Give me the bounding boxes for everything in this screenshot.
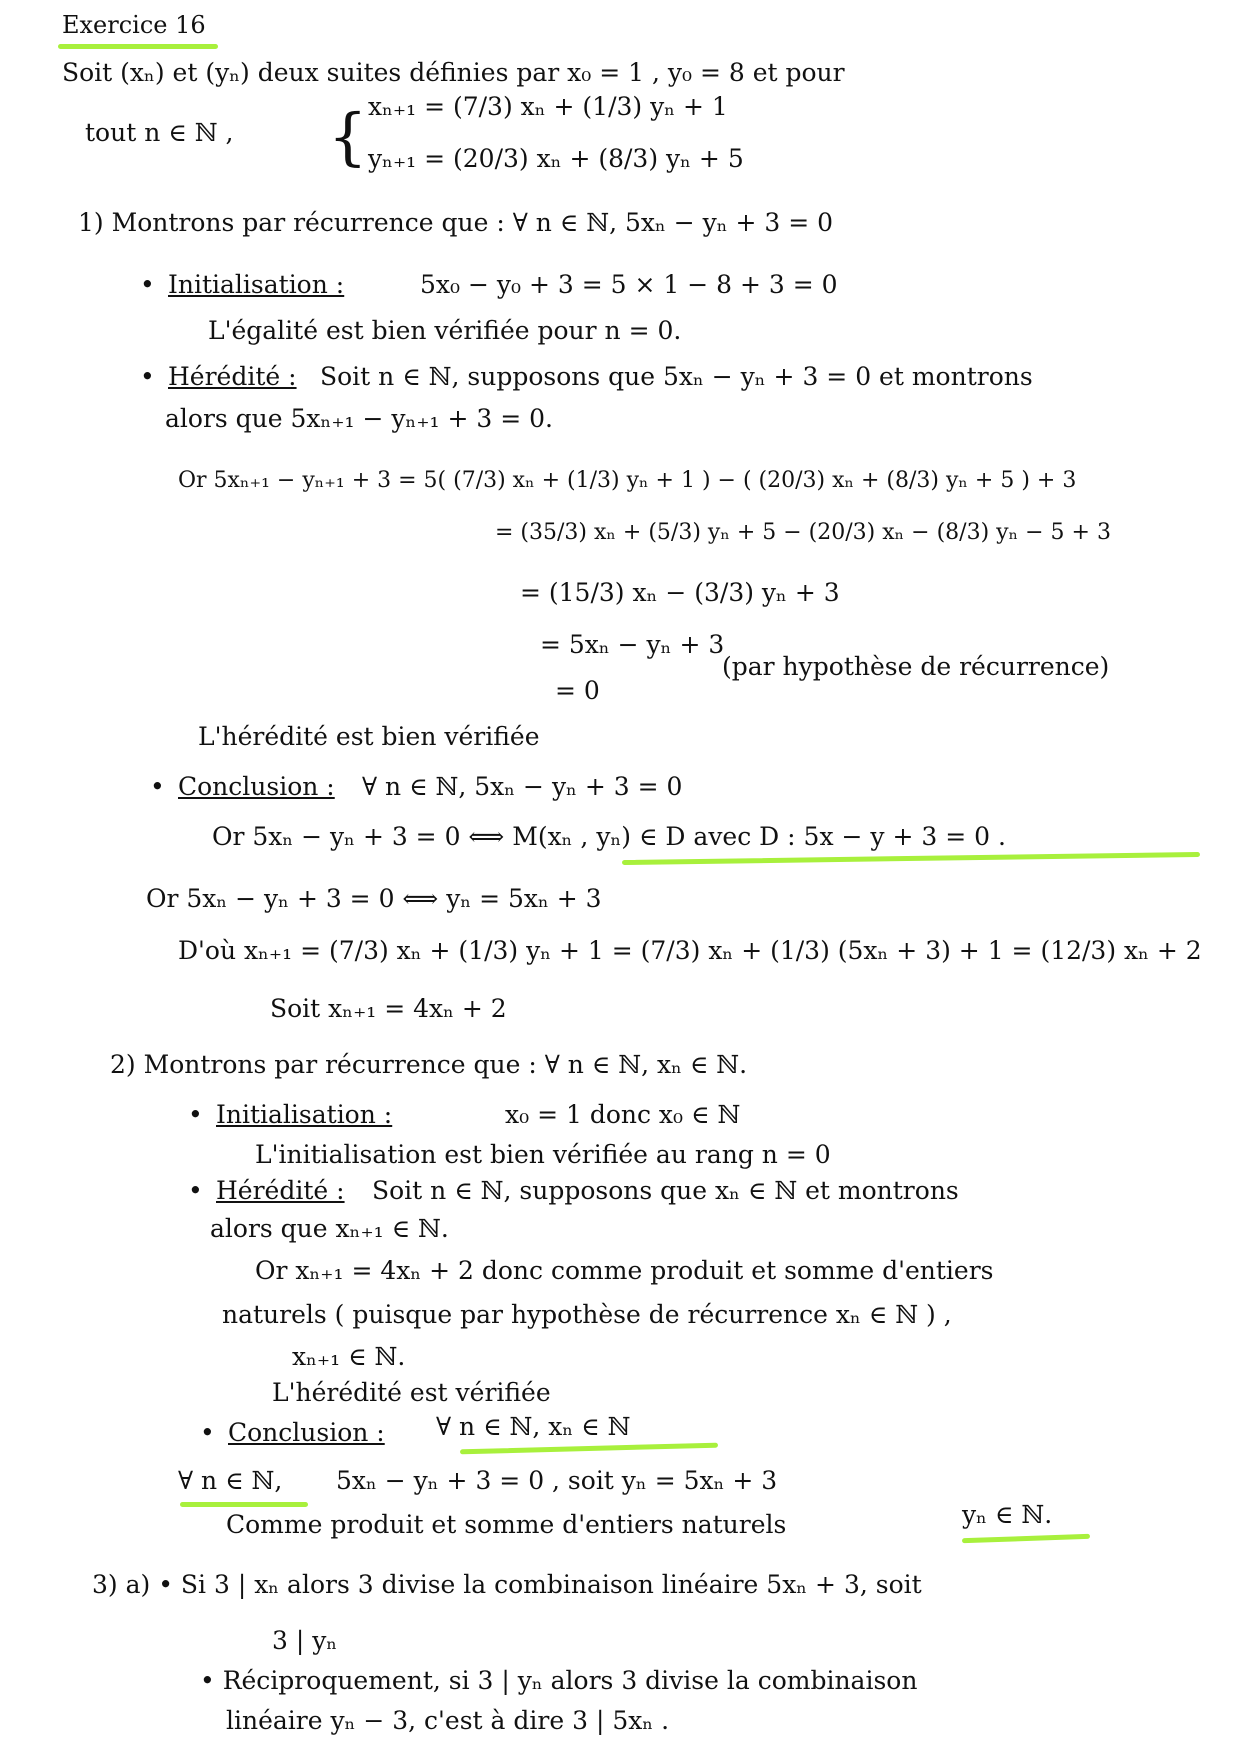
q3-line-3: • Réciproquement, si 3 | yₙ alors 3 divise la combinaison <box>200 1666 918 1695</box>
q2-init-label: Initialisation : <box>216 1100 393 1129</box>
q2-conclusion-highlight <box>460 1443 718 1455</box>
q2-concl-bullet: • <box>200 1418 215 1447</box>
q1-init-equation: 5x₀ − y₀ + 3 = 5 × 1 − 8 + 3 = 0 <box>420 270 838 299</box>
q2-hered-check: L'hérédité est vérifiée <box>272 1378 551 1407</box>
q1-statement: 1) Montrons par récurrence que : ∀ n ∈ ℕ, 5xₙ − yₙ + 3 = 0 <box>78 208 834 237</box>
q1-calc-1: Or 5xₙ₊₁ − yₙ₊₁ + 3 = 5( (7/3) xₙ + (1/3) yₙ + 1 ) − ( (20/3) xₙ + (8/3) yₙ + 5 ) + 3 <box>178 468 1077 493</box>
q1-init-label: Initialisation : <box>168 270 345 299</box>
q1-concl-text: ∀ n ∈ ℕ, 5xₙ − yₙ + 3 = 0 <box>362 772 683 801</box>
system-brace: { <box>328 100 368 173</box>
q1-hered-check: L'hérédité est bien vérifiée <box>198 722 540 751</box>
q1-concl-label: Conclusion : <box>178 772 335 801</box>
q1-hered-bullet: • <box>140 362 155 391</box>
q1-calc-4: = 5xₙ − yₙ + 3 <box>540 630 725 659</box>
equivalence-highlight <box>622 852 1200 865</box>
q2-hered-text: Soit n ∈ ℕ, supposons que xₙ ∈ ℕ et montrons <box>372 1176 959 1205</box>
intro-line-1: Soit (xₙ) et (yₙ) deux suites définies par x₀ = 1 , y₀ = 8 et pour <box>62 58 845 87</box>
q2-hered-text-2: alors que xₙ₊₁ ∈ ℕ. <box>210 1214 449 1243</box>
q1-init-check: L'égalité est bien vérifiée pour n = 0. <box>208 316 682 345</box>
q1-soit: Soit xₙ₊₁ = 4xₙ + 2 <box>270 994 507 1023</box>
q2-hered-label: Hérédité : <box>216 1176 345 1205</box>
q2-or-line: Or xₙ₊₁ = 4xₙ + 2 donc comme produit et somme d'entiers <box>255 1256 994 1285</box>
yn-highlight <box>962 1534 1090 1543</box>
q2-concl-label: Conclusion : <box>228 1418 385 1447</box>
q1-dou: D'où xₙ₊₁ = (7/3) xₙ + (1/3) yₙ + 1 = (7/3) xₙ + (1/3) (5xₙ + 3) + 1 = (12/3) xₙ + 2 <box>178 936 1202 965</box>
q2-naturels: naturels ( puisque par hypothèse de récurrence xₙ ∈ ℕ ) , <box>222 1300 952 1329</box>
title-highlight <box>58 44 218 49</box>
q1-concl-bullet: • <box>150 772 165 801</box>
intro-line-2-prefix: tout n ∈ ℕ , <box>85 118 234 147</box>
q1-hered-text-2: alors que 5xₙ₊₁ − yₙ₊₁ + 3 = 0. <box>165 404 554 433</box>
q2-comme-line: Comme produit et somme d'entiers naturels <box>226 1510 787 1539</box>
q2-init-text: x₀ = 1 donc x₀ ∈ ℕ <box>505 1100 741 1129</box>
q1-hered-text: Soit n ∈ ℕ, supposons que 5xₙ − yₙ + 3 = 0 et montrons <box>320 362 1033 391</box>
q1-equivalence-2: Or 5xₙ − yₙ + 3 = 0 ⟺ yₙ = 5xₙ + 3 <box>146 884 602 913</box>
q3-line-1: 3) a) • Si 3 | xₙ alors 3 divise la combinaison linéaire 5xₙ + 3, soit <box>92 1570 922 1599</box>
q2-result: xₙ₊₁ ∈ ℕ. <box>292 1342 406 1371</box>
q2-forall-a: ∀ n ∈ ℕ, <box>178 1466 283 1495</box>
q2-hered-bullet: • <box>188 1176 203 1205</box>
q2-init-check: L'initialisation est bien vérifiée au rang n = 0 <box>255 1140 831 1169</box>
q3-line-2: 3 | yₙ <box>272 1626 338 1655</box>
system-line-2: yₙ₊₁ = (20/3) xₙ + (8/3) yₙ + 5 <box>368 144 744 173</box>
q2-forall-b: 5xₙ − yₙ + 3 = 0 , soit yₙ = 5xₙ + 3 <box>336 1466 778 1495</box>
q3-line-4: linéaire yₙ − 3, c'est à dire 3 | 5xₙ . <box>226 1706 670 1735</box>
q1-calc-2: = (35/3) xₙ + (5/3) yₙ + 5 − (20/3) xₙ − (8/3) yₙ − 5 + 3 <box>495 520 1111 545</box>
q2-init-bullet: • <box>188 1100 203 1129</box>
q1-calc-3: = (15/3) xₙ − (3/3) yₙ + 3 <box>520 578 840 607</box>
q2-comme-result: yₙ ∈ ℕ. <box>962 1500 1053 1529</box>
q1-calc-5-note: (par hypothèse de récurrence) <box>722 652 1110 681</box>
exercise-title: Exercice 16 <box>62 11 206 39</box>
q2-statement: 2) Montrons par récurrence que : ∀ n ∈ ℕ, xₙ ∈ ℕ. <box>110 1050 748 1079</box>
system-line-1: xₙ₊₁ = (7/3) xₙ + (1/3) yₙ + 1 <box>368 92 728 121</box>
q1-init-bullet: • <box>140 270 155 299</box>
q1-equivalence: Or 5xₙ − yₙ + 3 = 0 ⟺ M(xₙ , yₙ) ∈ D avec D : 5x − y + 3 = 0 . <box>212 822 1006 851</box>
q1-hered-label: Hérédité : <box>168 362 297 391</box>
forall-highlight <box>180 1502 308 1507</box>
q2-concl-text: ∀ n ∈ ℕ, xₙ ∈ ℕ <box>436 1412 631 1441</box>
q1-calc-5: = 0 <box>555 676 600 705</box>
